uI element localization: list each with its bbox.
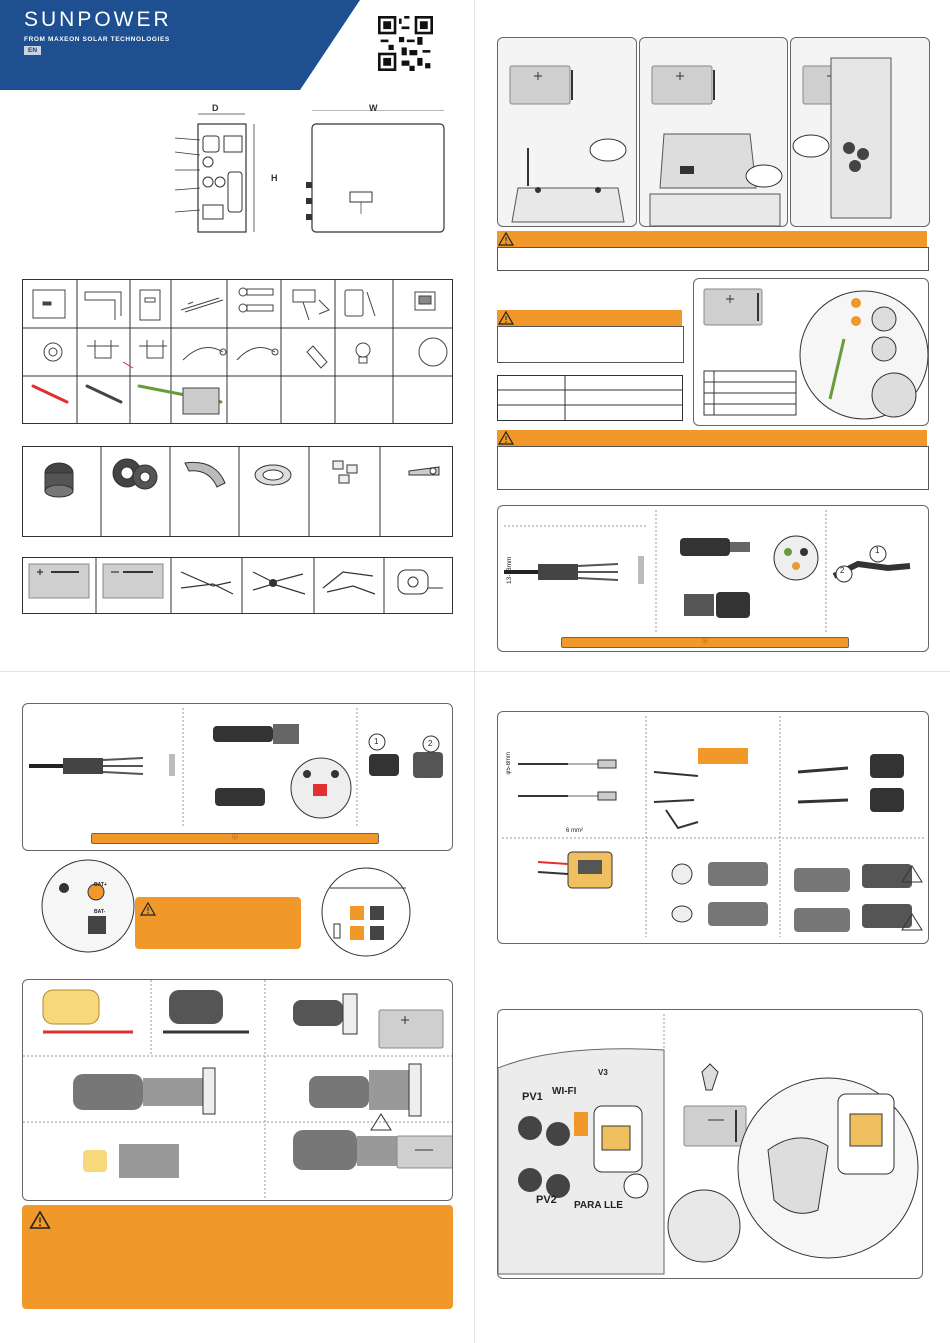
page-divider-horizontal <box>0 671 950 672</box>
callout-number-2: 2 <box>840 566 845 575</box>
warning-text-box-2 <box>497 326 684 363</box>
dimension-width-label: W <box>369 103 378 113</box>
language-badge: EN <box>24 46 41 55</box>
callout-number-1: 1 <box>875 546 880 555</box>
note-bar-ac: ⓘ <box>561 637 849 648</box>
inverter-port-closeup <box>320 866 412 958</box>
warning-header-bar-1 <box>497 231 927 247</box>
wifi-module-panel <box>497 1009 923 1279</box>
warning-note-bat <box>135 897 301 949</box>
warning-header-bar-2 <box>497 310 682 326</box>
label-wifi: WI-FI <box>552 1086 577 1097</box>
warning-header-bar-3 <box>497 430 927 446</box>
diameter-label: φ5-8mm <box>506 752 512 775</box>
extra-materials-grid <box>22 446 453 537</box>
battery-cable-assembly-panel <box>22 703 453 851</box>
label-bat-pos: BAT+ <box>94 882 107 888</box>
label-pv1: PV1 <box>522 1091 543 1103</box>
label-parallel: PARA LLE <box>574 1200 623 1211</box>
note-bar-bat: ⓘ <box>91 833 379 844</box>
dimension-height-label: H <box>271 173 278 183</box>
strip-length-label-ac: 13-18mm <box>506 556 513 584</box>
accessories-grid <box>22 279 453 424</box>
brand-subtitle: FROM MAXEON SOLAR TECHNOLOGIES <box>24 36 170 43</box>
install-photo-step-2 <box>639 37 788 227</box>
warning-text-box-3 <box>497 446 929 490</box>
install-photo-step-1 <box>497 37 637 227</box>
bat-terminal-closeup <box>40 858 136 954</box>
ac-cable-assembly-panel <box>497 505 929 652</box>
label-pv2: PV2 <box>536 1194 557 1206</box>
label-bat-neg: BAT- <box>94 909 106 915</box>
install-photo-step-3 <box>790 37 930 227</box>
tools-grid <box>22 557 453 614</box>
dimension-depth-label: D <box>212 103 219 113</box>
pv-connector-assembly-panel <box>497 711 929 944</box>
spec-table <box>497 375 683 421</box>
battery-terminal-detail <box>693 278 929 426</box>
callout-number-1-bat: 1 <box>374 737 379 746</box>
wire-section-label: 6 mm² <box>566 828 583 834</box>
warning-note-bottom-left <box>22 1205 453 1309</box>
callout-number-2-bat: 2 <box>428 739 433 748</box>
label-v3: V3 <box>598 1068 608 1077</box>
inverter-dimension-drawing <box>170 110 450 240</box>
warning-text-box-1 <box>497 247 929 271</box>
qr-code-icon[interactable] <box>378 16 433 71</box>
brand-logo-text: SUNPOWER <box>24 8 172 31</box>
battery-connector-sealing-panel <box>22 979 453 1201</box>
